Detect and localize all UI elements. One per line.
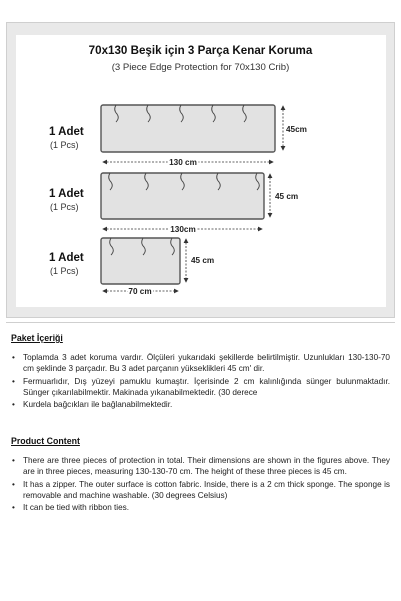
piece-2-quantity-en: (1 Pcs) — [50, 202, 79, 212]
list-item: • It can be tied with ribbon ties. — [11, 502, 390, 513]
list-item: • It has a zipper. The outer surface is cotton fabric. Inside, there is a 2 cm thick sponge. The sponge is removable and machine washable. (30 degrees Celsius) — [11, 479, 390, 502]
piece-2-quantity: 1 Adet — [49, 188, 84, 200]
diagram-subtitle: (3 Piece Edge Protection for 70x130 Crib) — [111, 62, 290, 73]
diagram-title: 70x130 Beşik için 3 Parça Kenar Koruma — [88, 44, 313, 57]
piece-1-height-label: 45cm — [286, 125, 307, 134]
list-item: • Toplamda 3 adet koruma vardır. Ölçüleri yukarıdaki şekillerde belirtilmiştir. Uzunlukları 130-130-70 cm şeklinde 3 parçadır. Bu 3 adet parçanın yükseklikleri 45 cm' dir. — [11, 352, 390, 375]
section-divider — [6, 322, 395, 323]
list-item: • Fermuarlıdır, Dış yüzeyi pamuklu kumaştır. İçerisinde 2 cm kalınlığında sünger bulunmaktadır. Sünger çıkarılabilmektir. Makinada yıkanabilmektedir. (30 derece — [11, 376, 390, 399]
piece-3-quantity-en: (1 Pcs) — [50, 266, 79, 276]
piece-1-quantity: 1 Adet — [49, 126, 84, 138]
piece-3-quantity: 1 Adet — [49, 252, 84, 264]
piece-1-width-label: 130 cm — [169, 158, 197, 167]
piece-3 — [101, 238, 186, 291]
list-item: • Kurdela bağcıkları ile bağlanabilmektedir. — [11, 399, 390, 410]
package-tr-heading: Paket İçeriği — [11, 333, 63, 343]
piece-3-width-label: 70 cm — [128, 287, 152, 296]
piece-3-panel — [101, 238, 180, 284]
piece-2-panel — [101, 173, 264, 219]
piece-2-width-label: 130cm — [170, 225, 196, 234]
piece-1-quantity-en: (1 Pcs) — [50, 140, 79, 150]
piece-2 — [101, 173, 270, 229]
piece-3-height-label: 45 cm — [191, 256, 215, 265]
package-en-section — [11, 436, 390, 514]
package-en-heading: Product Content — [11, 436, 80, 446]
package-tr-section — [11, 333, 390, 411]
piece-1 — [101, 105, 283, 162]
package-tr-list — [11, 352, 390, 410]
package-en-list — [11, 455, 390, 513]
piece-1-panel — [101, 105, 275, 152]
piece-2-height-label: 45 cm — [275, 192, 299, 201]
list-item: • There are three pieces of protection in total. Their dimensions are shown in the figures above. They are in three pieces, measuring 130-130-70 cm. The height of these three pieces is 45 cm. — [11, 455, 390, 478]
